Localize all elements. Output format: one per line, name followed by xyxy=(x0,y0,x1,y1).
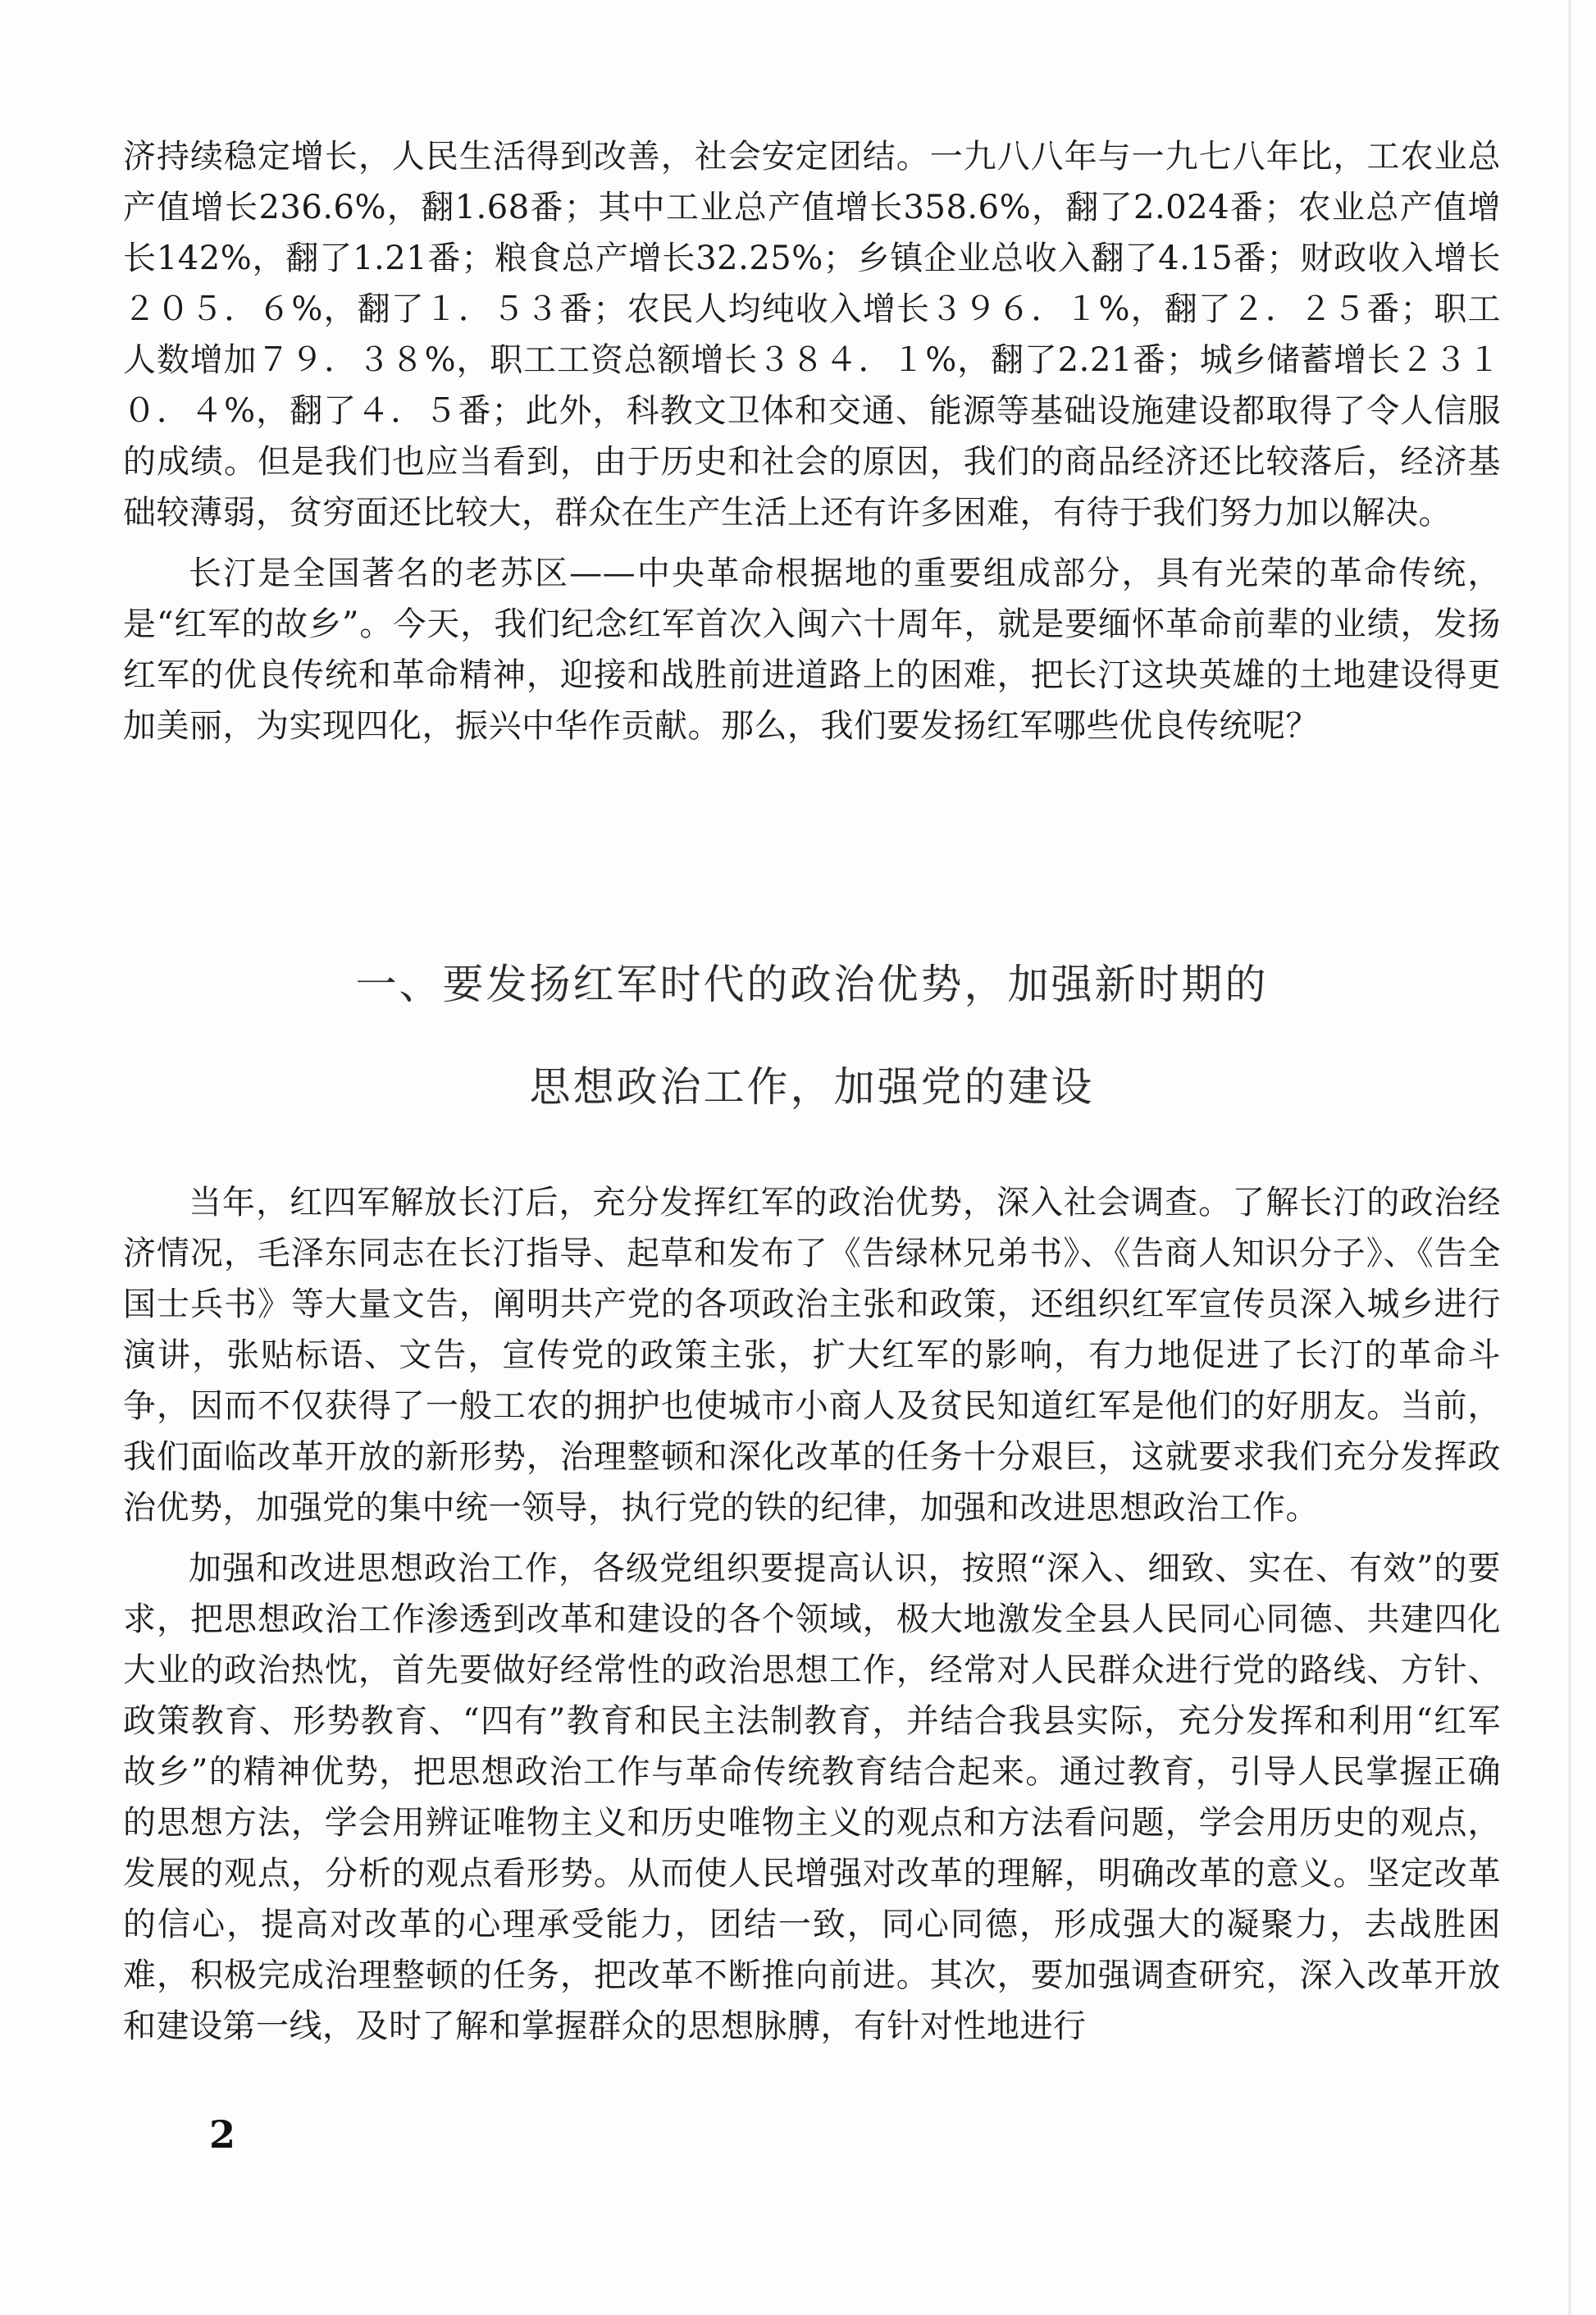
paragraph-economic-growth: 济持续稳定增长，人民生活得到改善，社会安定团结。一九八八年与一九七八年比，工农业总产值增长236.6%，翻1.68番；其中工业总产值增长358.6%，翻了2.024番；农业总产值增长142%，翻了1.21番；粮食总产增长32.25%；乡镇企业总收入翻了4.15番；财政收入增长２０５．６%，翻了１．５３番；农民人均纯收入增长３９６．１%，翻了２．２５番；职工人数增加７９．３８%，职工工资总额增长３８４．１%，翻了2.21番；城乡储蓄增长２３１０．４%，翻了４．５番；此外，科教文卫体和交通、能源等基础设施建设都取得了令人信服的成绩。但是我们也应当看到，由于历史和社会的原因，我们的商品经济还比较落后，经济基础较薄弱，贫穷面还比较大，群众在生产生活上还有许多困难，有待于我们努力加以解决。 xyxy=(123,138,1501,532)
page-number: 2 xyxy=(209,2112,236,2157)
body-text-bottom xyxy=(123,1177,1501,2052)
section-heading-line-2: 思想政治工作，加强党的建设 xyxy=(529,1063,1095,1111)
scan-edge-divider xyxy=(1568,0,1571,2315)
paragraph-political-work: 加强和改进思想政治工作，各级党组织要提高认识，按照“深入、细致、实在、有效”的要求，把思想政治工作渗透到改革和建设的各个领域，极大地激发全县人民同心同德、共建四化大业的政治热忱，首先要做好经常性的政治思想工作，经常对人民群众进行党的路线、方针、政策教育、形势教育、“四有”教育和民主法制教育，并结合我县实际，充分发挥和利用“红军故乡”的精神优势，把思想政治工作与革命传统教育结合起来。通过教育，引导人民掌握正确的思想方法，学会用辨证唯物主义和历史唯物主义的观点和方法看问题，学会用历史的观点，发展的观点，分析的观点看形势。从而使人民增强对改革的理解，明确改革的意义。坚定改革的信心，提高对改革的心理承受能力，团结一致，同心同德，形成强大的凝聚力，去战胜困难，积极完成治理整顿的任务，把改革不断推向前进。其次，要加强调查研究，深入改革开放和建设第一线，及时了解和掌握群众的思想脉膊，有针对性地进行 xyxy=(123,1550,1501,2045)
section-heading-line-1: 一、要发扬红军时代的政治优势，加强新时期的 xyxy=(355,961,1269,1008)
paragraph-changting-history: 长汀是全国著名的老苏区——中央革命根据地的重要组成部分，具有光荣的革命传统，是“红军的故乡”。今天，我们纪念红军首次入闽六十周年，就是要缅怀革命前辈的业绩，发扬红军的优良传统和革命精神，迎接和战胜前进道路上的困难，把长汀这块英雄的土地建设得更加美丽，为实现四化，振兴中华作贡献。那么，我们要发扬红军哪些优良传统呢？ xyxy=(123,555,1501,745)
paragraph-red-fourth-army: 当年，红四军解放长汀后，充分发挥红军的政治优势，深入社会调查。了解长汀的政治经济情况，毛泽东同志在长汀指导、起草和发布了《告绿林兄弟书》、《告商人知识分子》、《告全国士兵书》等大量文告，阐明共产党的各项政治主张和政策，还组织红军宣传员深入城乡进行演讲，张贴标语、文告，宣传党的政策主张，扩大红军的影响，有力地促进了长汀的革命斗争，因而不仅获得了一般工农的拥护也使城市小商人及贫民知道红军是他们的好朋友。当前，我们面临改革开放的新形势，治理整顿和深化改革的任务十分艰巨，这就要求我们充分发挥政治优势，加强党的集中统一领导，执行党的铁的纪律，加强和改进思想政治工作。 xyxy=(123,1184,1501,1527)
body-text-top xyxy=(123,131,1501,751)
